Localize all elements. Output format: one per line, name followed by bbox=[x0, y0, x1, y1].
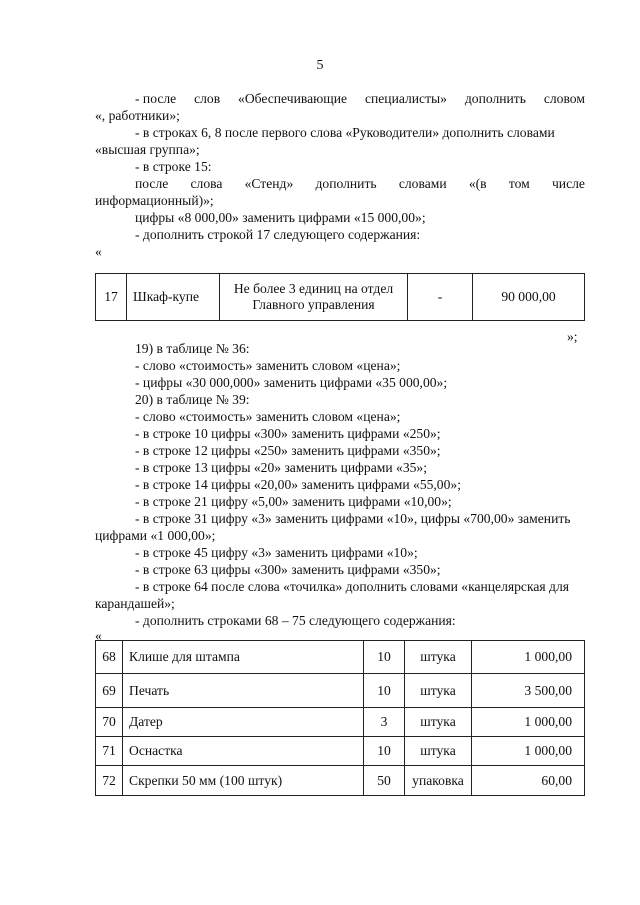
table-row bbox=[96, 766, 585, 796]
cell-num: 72 bbox=[96, 766, 123, 796]
cell-unit: штука bbox=[405, 674, 472, 708]
cell-qty: 3 bbox=[364, 708, 405, 737]
change-line: - в строке 13 цифры «20» заменить цифрами «35»; bbox=[135, 460, 427, 475]
row64-line1: - в строке 64 после слова «точилка» дополнить словами «канцелярская для bbox=[135, 579, 569, 594]
word: словом bbox=[543, 91, 585, 106]
word: дополнить bbox=[464, 91, 526, 106]
table-row-17 bbox=[95, 273, 585, 321]
cell-price: 60,00 bbox=[472, 766, 585, 796]
row31-line1: - в строке 31 цифру «3» заменить цифрами «10», цифры «700,00» заменить bbox=[135, 511, 571, 526]
change-line: 19) в таблице № 36: bbox=[135, 341, 250, 356]
para2-line1: - в строках 6, 8 после первого слова «Руководители» дополнить словами bbox=[135, 125, 555, 140]
cell-num: 71 bbox=[96, 737, 123, 766]
cell-qty: 10 bbox=[364, 737, 405, 766]
table-rows-68-72 bbox=[95, 640, 585, 796]
para3-line5: - дополнить строкой 17 следующего содержания: bbox=[135, 227, 421, 242]
change-line: 20) в таблице № 39: bbox=[135, 392, 250, 407]
word: слова bbox=[190, 176, 223, 191]
cell-price: 90 000,00 bbox=[473, 274, 585, 321]
cell-name: Датер bbox=[123, 708, 364, 737]
word: после bbox=[135, 176, 169, 191]
word: словами bbox=[398, 176, 447, 191]
para3-line4: цифры «8 000,00» заменить цифрами «15 000,00»; bbox=[135, 210, 426, 225]
change-line: - в строке 12 цифры «250» заменить цифрами «350»; bbox=[135, 443, 441, 458]
cell-name: Печать bbox=[123, 674, 364, 708]
add-rows-line: - дополнить строками 68 – 75 следующего содержания: bbox=[135, 613, 456, 628]
cell-qty: 50 bbox=[364, 766, 405, 796]
word: - после bbox=[135, 91, 177, 106]
cell-unit: штука bbox=[405, 708, 472, 737]
cell-price: 1 000,00 bbox=[472, 708, 585, 737]
cell-name: Шкаф-купе bbox=[127, 274, 220, 321]
para1-line1 bbox=[135, 90, 585, 107]
open-quote: « bbox=[95, 244, 102, 259]
para1-line2: «, работники»; bbox=[95, 108, 180, 123]
cell-name: Оснастка bbox=[123, 737, 364, 766]
word: «Обеспечивающие bbox=[238, 91, 348, 106]
change-line: - в строке 10 цифры «300» заменить цифрами «250»; bbox=[135, 426, 441, 441]
cell-num: 69 bbox=[96, 674, 123, 708]
word: специалисты» bbox=[364, 91, 447, 106]
change-line: - слово «стоимость» заменить словом «цена»; bbox=[135, 358, 401, 373]
row63-line: - в строке 63 цифры «300» заменить цифрами «350»; bbox=[135, 562, 441, 577]
cell-unit: штука bbox=[405, 737, 472, 766]
cell-price: 1 000,00 bbox=[472, 737, 585, 766]
change-line: - в строке 21 цифру «5,00» заменить цифрами «10,00»; bbox=[135, 494, 452, 509]
cell-unit: упаковка bbox=[405, 766, 472, 796]
word: «Стенд» bbox=[244, 176, 294, 191]
cell-num: 68 bbox=[96, 641, 123, 674]
table-row bbox=[96, 674, 585, 708]
cell-qty: 10 bbox=[364, 641, 405, 674]
change-line: - цифры «30 000,000» заменить цифрами «35 000,00»; bbox=[135, 375, 448, 390]
cell-num: 17 bbox=[96, 274, 127, 321]
cell-norm bbox=[220, 274, 408, 321]
word: числе bbox=[551, 176, 585, 191]
word: том bbox=[508, 176, 530, 191]
norm-line2: Главного управления bbox=[252, 297, 375, 312]
norm-line1: Не более 3 единиц на отдел bbox=[233, 281, 394, 296]
cell-name: Клише для штампа bbox=[123, 641, 364, 674]
page-number: 5 bbox=[316, 58, 324, 73]
cell-qty: 10 bbox=[364, 674, 405, 708]
para3-line2 bbox=[135, 175, 585, 192]
word: дополнить bbox=[315, 176, 377, 191]
cell-unit: штука bbox=[405, 641, 472, 674]
change-line: - в строке 14 цифры «20,00» заменить цифрами «55,00»; bbox=[135, 477, 461, 492]
cell-price: 1 000,00 bbox=[472, 641, 585, 674]
row45-line: - в строке 45 цифру «3» заменить цифрами «10»; bbox=[135, 545, 418, 560]
para2-line2: «высшая группа»; bbox=[95, 142, 200, 157]
cell-dash: - bbox=[408, 274, 473, 321]
row64-line2: карандашей»; bbox=[95, 596, 175, 611]
table-row bbox=[96, 708, 585, 737]
close-quote: »; bbox=[567, 329, 578, 344]
cell-name: Скрепки 50 мм (100 штук) bbox=[123, 766, 364, 796]
para3-line3: информационный)»; bbox=[95, 193, 214, 208]
cell-price: 3 500,00 bbox=[472, 674, 585, 708]
cell-num: 70 bbox=[96, 708, 123, 737]
word: «(в bbox=[468, 176, 487, 191]
table-row bbox=[96, 737, 585, 766]
row31-line2: цифрами «1 000,00»; bbox=[95, 528, 216, 543]
para3-line1: - в строке 15: bbox=[135, 159, 212, 174]
open-quote: « bbox=[95, 628, 102, 643]
change-line: - слово «стоимость» заменить словом «цена»; bbox=[135, 409, 401, 424]
word: слов bbox=[194, 91, 221, 106]
table-row bbox=[96, 641, 585, 674]
